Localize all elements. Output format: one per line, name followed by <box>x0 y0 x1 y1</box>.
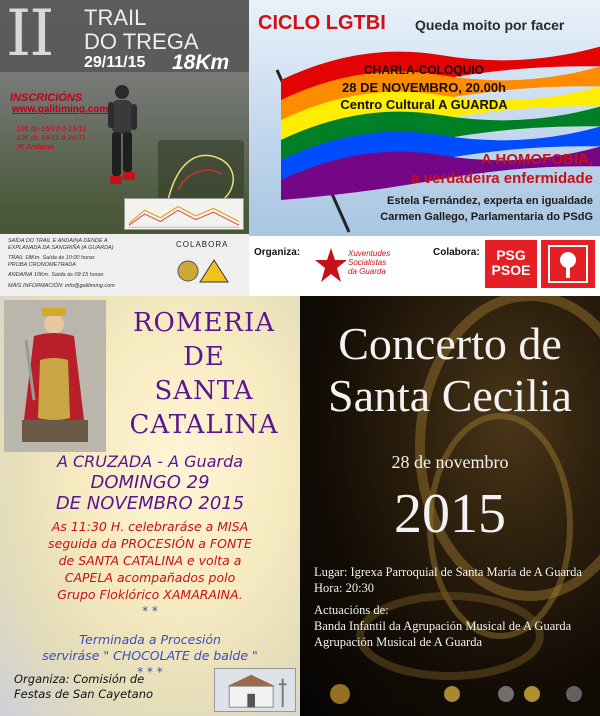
trail-edition: II <box>6 0 53 71</box>
psg-psoe-logo: PSG PSOE <box>485 240 537 288</box>
concerto-title: Concerto de Santa Cecilia <box>328 318 572 421</box>
elevation-profile <box>124 198 244 230</box>
chapel-image <box>214 668 296 712</box>
event-details: 28 DE NOVEMBRO, 20.00h Centro Cultural A GUARDA <box>340 80 508 112</box>
lgtbi-poster <box>249 0 600 296</box>
star-separator-2: * * * <box>137 665 163 679</box>
romeria-organizer: Organiza: Comisión de Festas de San Cayetano <box>14 672 154 701</box>
xuventudes-logo-text: Xuventudes Socialistas da Guarda <box>348 249 391 276</box>
chocolate-text: Terminada a Procesión serviráse " CHOCOLATE de balde " * * * <box>6 632 294 680</box>
star-separator: * * <box>142 604 158 618</box>
concerto-location: Lugar: Igrexa Parroquial de Santa María de A Guarda Hora: 20:30 <box>314 565 582 595</box>
sponsor-logos <box>174 256 244 286</box>
romeria-place: A CRUZADA - A Guarda <box>56 452 244 471</box>
romeria-date: DOMINGO 29 DE NOVEMBRO 2015 <box>55 472 245 514</box>
saint-catalina-statue-image <box>4 300 106 452</box>
trail-date: 29/11/15 <box>84 54 146 71</box>
rose-fist-icon <box>541 240 595 288</box>
fist-star-logo-icon <box>315 246 347 286</box>
charla-label: CHARLA-COLOQUIO <box>364 63 484 77</box>
concerto-year: 2015 <box>394 483 506 545</box>
slogan: A HOMOFOBIA, a verdadeira enfermidade <box>411 151 593 187</box>
rose-logo <box>541 240 595 288</box>
trail-footer-text: SAÍDA DO TRAIL E ANDAINA DENDE A EXPLANADA DA SANGRIÑA (A GUARDA) TRAIL 18Km. Saída ás 10:00 horas PROBA CRONOMETRADA ANDAINA 10Km. Saída ás 09:15 horas MÁIS INFORMACIÓN: info@galitiming.com <box>8 238 115 289</box>
trail-title: TRAIL DO TREGA <box>84 5 199 54</box>
lgtbi-title: CICLO LGTBI <box>258 12 386 34</box>
organiza-label: Organiza: <box>254 247 301 258</box>
price-list: 10€ do 15/10 ó 15/11 12€ do 16/11 ó 26/11 3€ Andaina <box>16 124 87 151</box>
trail-colabora-label: COLABORA <box>176 240 229 249</box>
lgtbi-subtitle: Queda moito por facer <box>415 17 565 33</box>
misa-text: As 11:30 H. celebraráse a MISA seguida da PROCESIÓN a FONTE de SANTA CATALINA e volta a CAPELA acompañados polo Grupo Floklórico XAMARAINA. * * <box>6 518 294 620</box>
trail-poster <box>0 0 249 296</box>
colabora-label: Colabora: <box>433 247 480 258</box>
concerto-performers: Actuacións de: Banda Infantil da Agrupación Musical de A Guarda Agrupación Musical de A Guarda <box>314 603 572 649</box>
concerto-sponsor-logos <box>320 672 590 712</box>
speakers: Estela Fernández, experta en igualdade Carmen Gallego, Parlamentaria do PSdG <box>380 195 593 223</box>
trail-distance: 18Km <box>172 51 230 74</box>
inscricions-heading: INSCRICIÓNS <box>10 92 83 104</box>
registration-link[interactable]: www.galitiming.com <box>12 104 109 115</box>
romeria-poster <box>0 296 300 716</box>
concerto-poster <box>300 296 600 716</box>
romeria-title: ROMERIA DE SANTA CATALINA <box>129 308 279 440</box>
runner-figure <box>92 82 148 194</box>
concerto-date: 28 de novembro <box>391 452 509 472</box>
